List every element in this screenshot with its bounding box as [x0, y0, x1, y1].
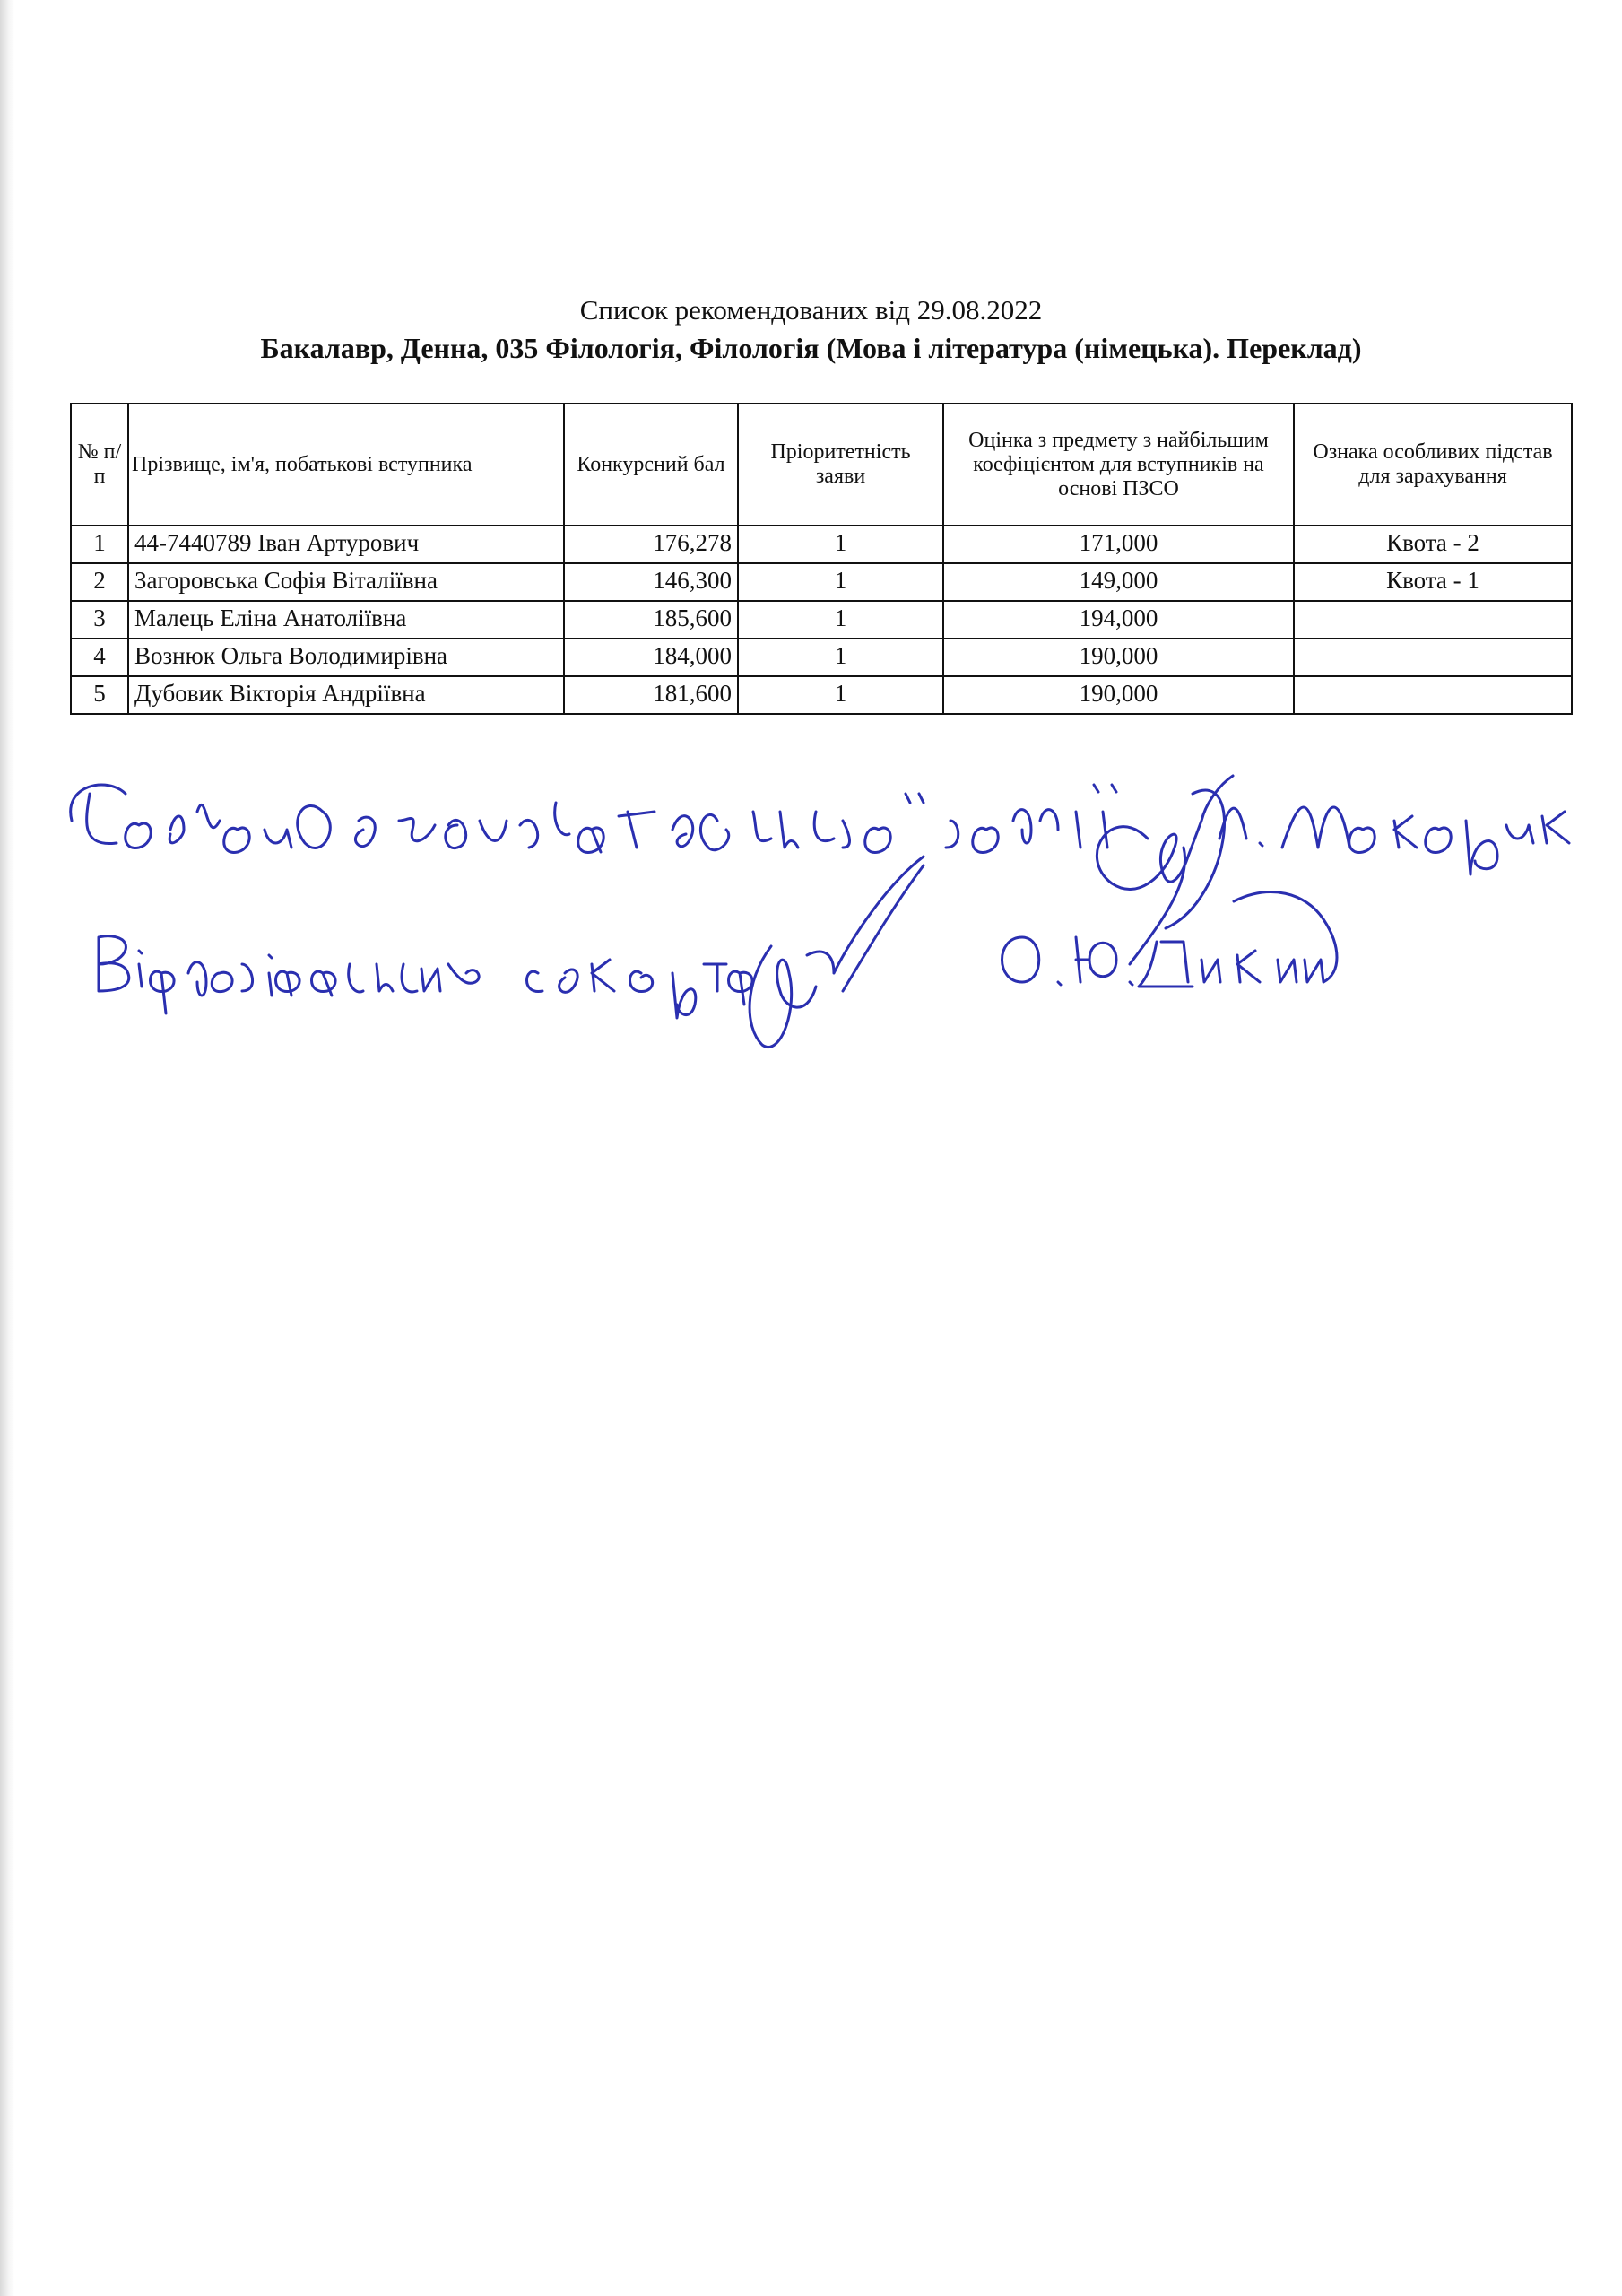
- special-grounds: [1294, 601, 1572, 639]
- competitive-score: 146,300: [564, 563, 738, 601]
- row-number: 2: [71, 563, 128, 601]
- competitive-score: 185,600: [564, 601, 738, 639]
- table-row: [71, 601, 1572, 639]
- chair-signature-scribble: [1097, 776, 1233, 964]
- table-header-row: [71, 404, 1572, 526]
- applicant-name: Дубовик Вікторія Андріївна: [128, 676, 564, 714]
- applicant-name: Малець Еліна Анатоліївна: [128, 601, 564, 639]
- secretary-signature-scribble: [750, 857, 924, 1048]
- header-application-priority: Пріоритетність заяви: [738, 404, 943, 526]
- special-grounds: Квота - 2: [1294, 526, 1572, 563]
- header-competitive-score: Конкурсний бал: [564, 404, 738, 526]
- subject-score: 149,000: [943, 563, 1294, 601]
- row-number: 5: [71, 676, 128, 714]
- document-subtitle: Бакалавр, Денна, 035 Філологія, Філологія (Мова і література (німецька). Переклад): [260, 332, 1362, 364]
- recommended-list-table: [70, 403, 1573, 715]
- secretary-role-handwriting: [99, 936, 752, 1018]
- table-row: [71, 676, 1572, 714]
- application-priority: 1: [738, 563, 943, 601]
- chair-signature-line: [54, 758, 1578, 1081]
- table-row: [71, 639, 1572, 676]
- subject-score: 194,000: [943, 601, 1294, 639]
- application-priority: 1: [738, 639, 943, 676]
- header-subject-score: Оцінка з предмету з найбільшим коефіцієнтом для вступників на основі ПЗСО: [943, 404, 1294, 526]
- chair-name-handwriting: [1219, 807, 1569, 874]
- table-row: [71, 563, 1572, 601]
- special-grounds: [1294, 676, 1572, 714]
- subject-score: 190,000: [943, 639, 1294, 676]
- special-grounds: [1294, 639, 1572, 676]
- subject-score: 171,000: [943, 526, 1294, 563]
- chair-role-handwriting: [71, 785, 1116, 852]
- table-row: [71, 526, 1572, 563]
- applicant-name: 44-7440789 Іван Артурович: [128, 526, 564, 563]
- header-number: № п/п: [71, 404, 128, 526]
- competitive-score: 184,000: [564, 639, 738, 676]
- application-priority: 1: [738, 526, 943, 563]
- special-grounds: Квота - 1: [1294, 563, 1572, 601]
- application-priority: 1: [738, 601, 943, 639]
- header-applicant-name: Прізвище, ім'я, побатькові вступника: [128, 404, 564, 526]
- header-special-grounds: Ознака особливих підстав для зарахування: [1294, 404, 1572, 526]
- row-number: 1: [71, 526, 128, 563]
- subject-score: 190,000: [943, 676, 1294, 714]
- applicant-name: Загоровська Софія Віталіївна: [128, 563, 564, 601]
- document-title: Список рекомендованих від 29.08.2022: [579, 294, 1043, 326]
- application-priority: 1: [738, 676, 943, 714]
- applicant-name: Вознюк Ольга Володимирівна: [128, 639, 564, 676]
- competitive-score: 176,278: [564, 526, 738, 563]
- row-number: 4: [71, 639, 128, 676]
- row-number: 3: [71, 601, 128, 639]
- competitive-score: 181,600: [564, 676, 738, 714]
